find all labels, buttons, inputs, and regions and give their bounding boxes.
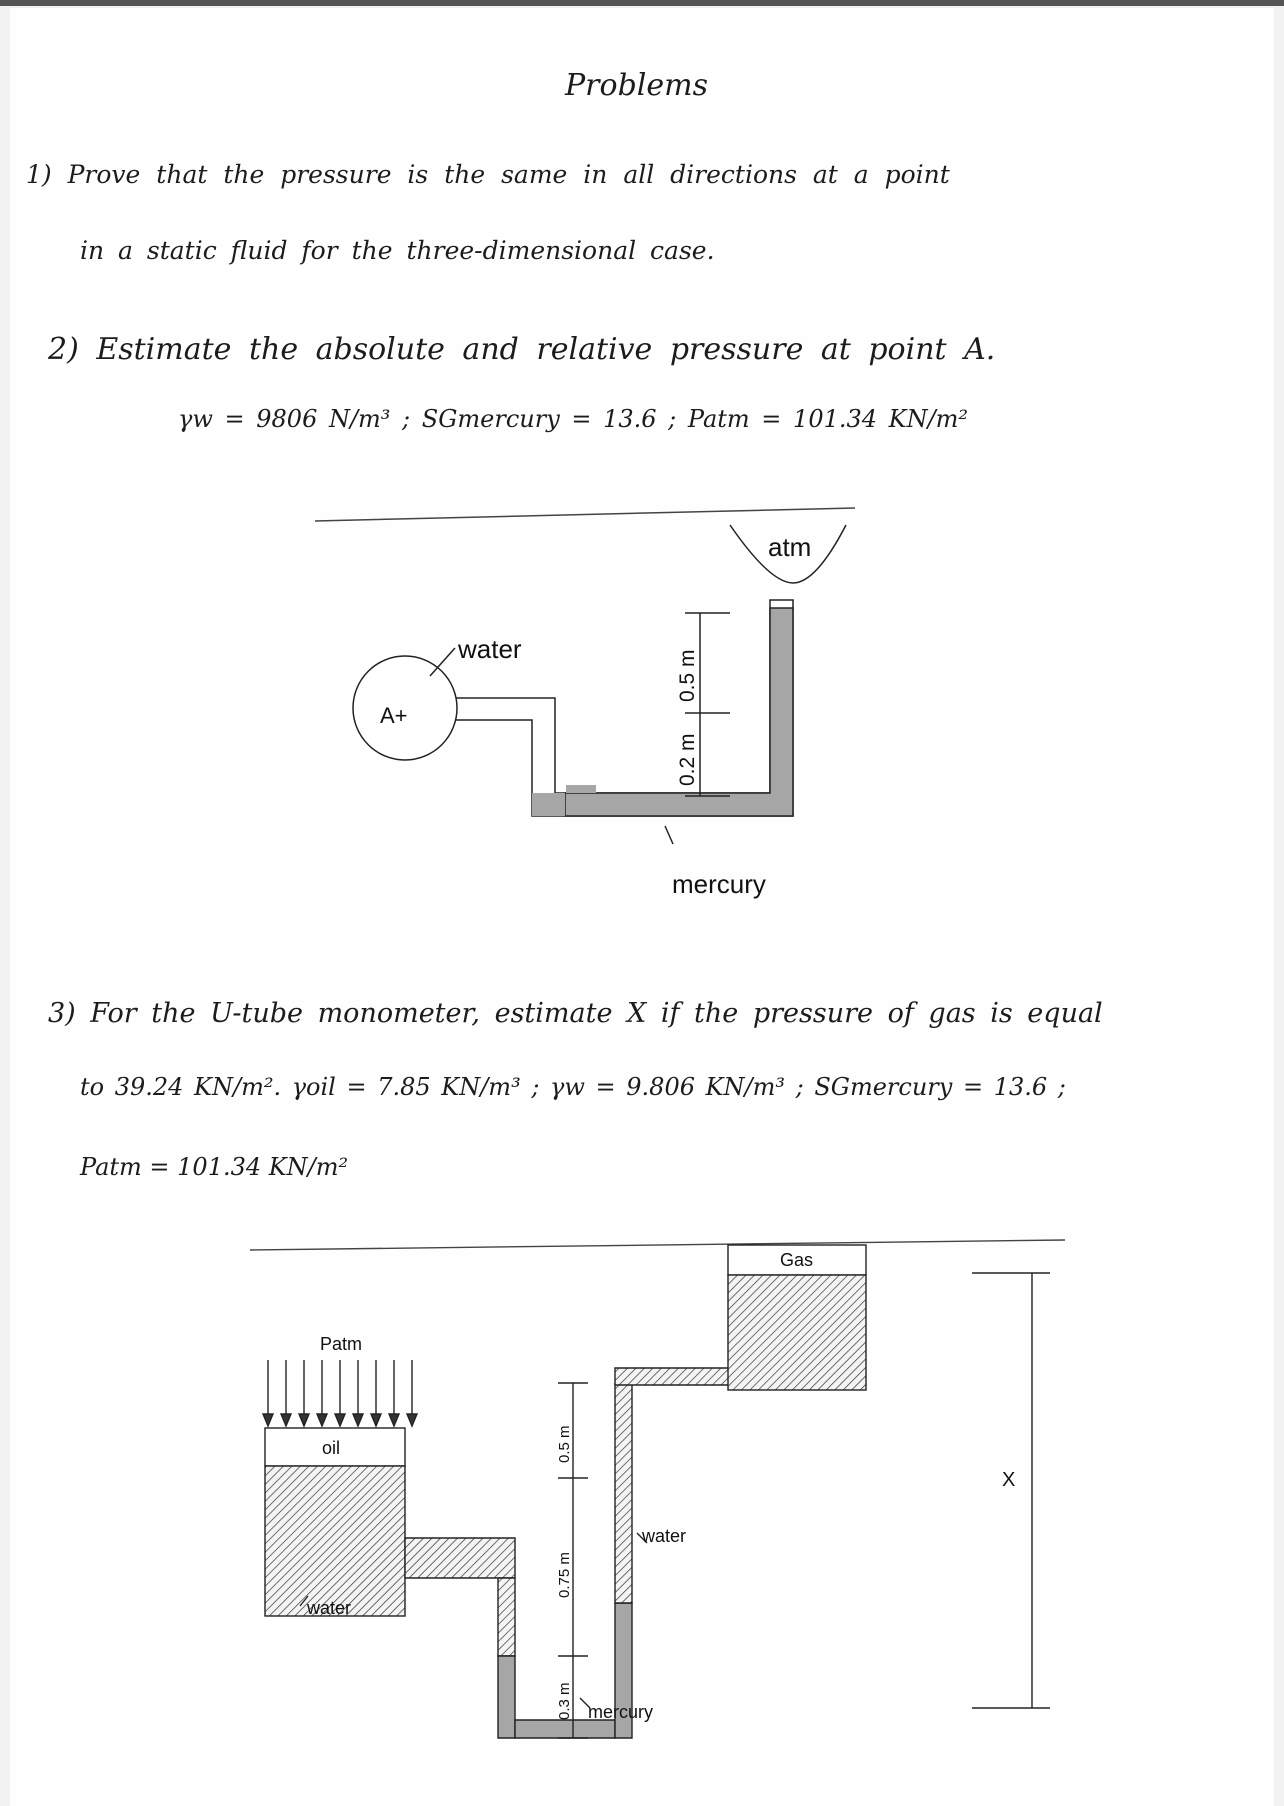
problem-3-line-3: Patm = 101.34 KN/m² [80, 1153, 349, 1181]
left-riser-water [498, 1578, 515, 1656]
problem-1-line-2: in a static fluid for the three-dimensional case. [80, 236, 715, 265]
patm-arrows [263, 1360, 417, 1426]
top-reference-line [250, 1240, 1065, 1250]
dim-0-2-label: 0.2 m [676, 733, 699, 786]
problem-3-line-1: 3) For the U-tube monometer, estimate X if the pressure of gas is equal [48, 998, 1103, 1029]
x-label: X [1002, 1469, 1016, 1491]
problem-3-line-2: to 39.24 KN/m². γoil = 7.85 KN/m³ ; γw = 9.806 KN/m³ ; SGmercury = 13.6 ; [80, 1073, 1066, 1101]
patm-label: Patm [320, 1334, 363, 1354]
water-right-label: water [642, 1526, 687, 1546]
scan-top-edge [0, 0, 1284, 6]
problem-3-figure [10, 8, 1274, 1806]
water-label: water [458, 634, 522, 664]
mercury-label: mercury [672, 869, 766, 899]
dim-0-5-label-3: 0.5 m [556, 1425, 573, 1463]
problem-1-line-1: 1) Prove that the pressure is the same in all directions at a point [26, 160, 950, 189]
right-connector [615, 1368, 730, 1385]
dim-0-3-label: 0.3 m [556, 1682, 573, 1720]
bottom-mercury [515, 1720, 615, 1738]
right-riser-water [615, 1383, 632, 1603]
worksheet-page [10, 8, 1274, 1806]
problem-3-diagram [250, 1240, 1065, 1738]
problem-2-line-1: 2) Estimate the absolute and relative pressure at point A. [48, 332, 996, 367]
dim-0-5-label: 0.5 m [676, 649, 699, 702]
problem-2-givens: γw = 9806 N/m³ ; SGmercury = 13.6 ; Patm = 101.34 KN/m² [178, 405, 969, 433]
water-left-label: water [307, 1598, 352, 1618]
dim-0-75-label: 0.75 m [556, 1552, 573, 1598]
left-tank-water [265, 1466, 405, 1616]
point-a-label: A+ [380, 703, 408, 728]
atm-label: atm [768, 532, 812, 562]
oil-label: oil [322, 1438, 341, 1458]
left-mercury-column [498, 1656, 515, 1738]
page-title: Problems [565, 68, 708, 103]
left-connector [405, 1538, 515, 1578]
mercury-label-3: mercury [588, 1702, 654, 1722]
gas-tank-water [728, 1275, 866, 1390]
gas-label: Gas [780, 1250, 814, 1270]
